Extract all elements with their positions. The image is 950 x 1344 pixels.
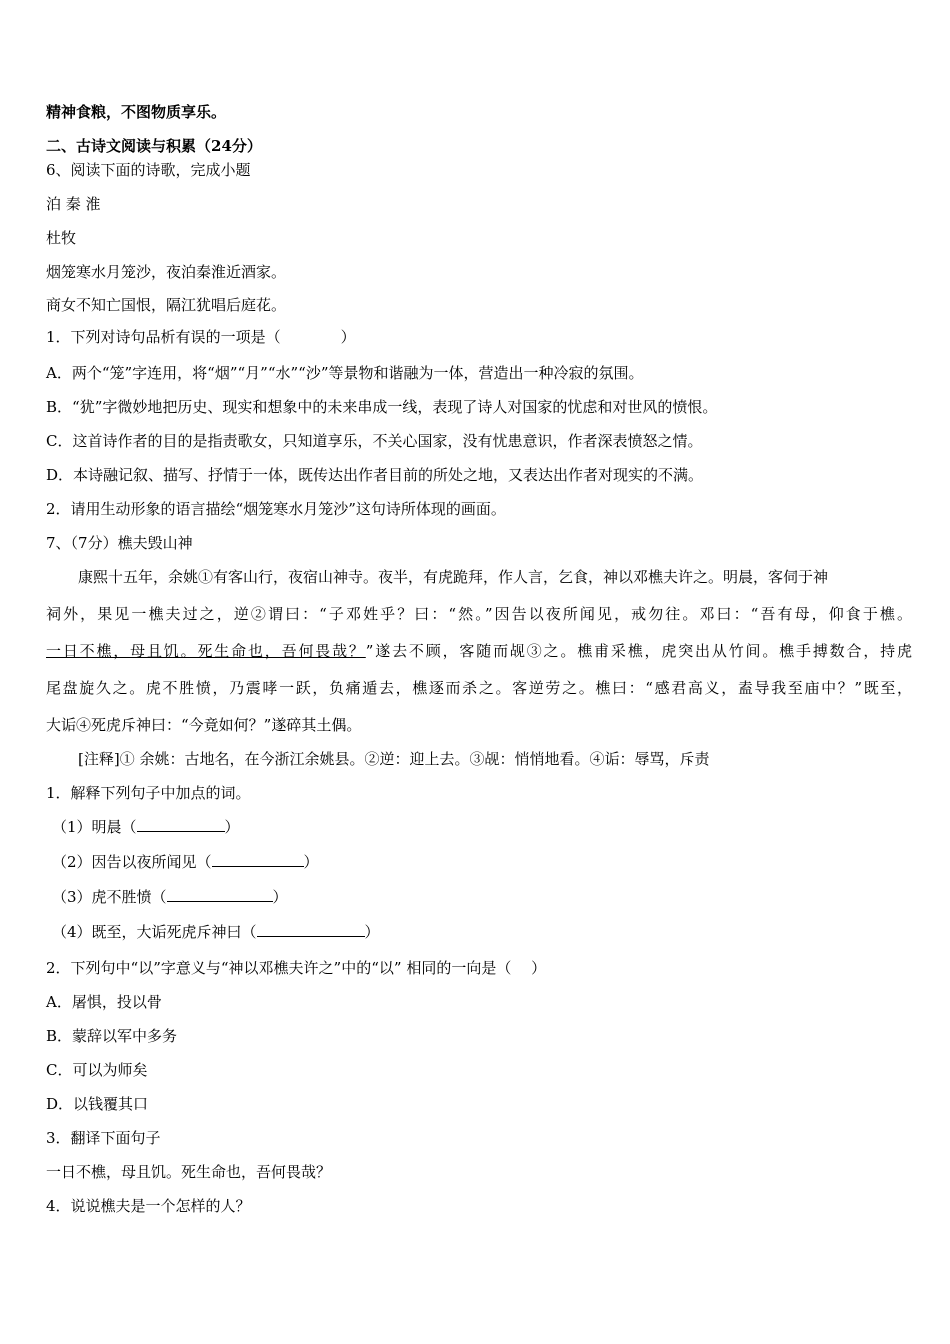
passage-line-4: 尾盘旋久之。虎不胜愤，乃震哮一跃，负痛遁去，樵逐而杀之。客逆劳之。樵曰：“感君高义，盍导我至庙中？”既至， [46, 679, 912, 697]
section-title: 二、古诗文阅读与积累（24分） [46, 137, 262, 155]
q7-sub3: 3．翻译下面句子 [46, 1129, 161, 1147]
q7-item-3: （3）虎不胜愤（ ） [52, 888, 288, 906]
answer-blank[interactable] [257, 922, 365, 937]
q7-item-4: （4）既至，大诟死虎斥神曰（ ） [52, 923, 380, 941]
intro-line: 精神食粮，不图物质享乐。 [46, 103, 227, 121]
passage-line-3 [46, 641, 912, 661]
q6-sub2: 2．请用生动形象的语言描绘“烟笼寒水月笼沙”这句诗所体现的画面。 [46, 500, 506, 518]
poem-title: 泊 秦 淮 [46, 195, 101, 213]
q7-sub2: 2．下列句中“以”字意义与“神以邓樵夫许之”中的“以” 相同的一向是（ ） [46, 959, 547, 977]
q6-sub1-emph: 有误 [175, 328, 206, 346]
answer-blank[interactable] [137, 817, 225, 832]
q6-option-c: C．这首诗作者的目的是指责歌女，只知道享乐，不关心国家，没有忧患意识，作者深表愤怒之情。 [46, 432, 703, 450]
answer-blank[interactable] [167, 887, 273, 902]
q7-sub4: 4．说说樵夫是一个怎样的人？ [46, 1197, 251, 1215]
poem-line-1: 烟笼寒水月笼沙，夜泊秦淮近酒家。 [46, 263, 287, 281]
q7-sub1: 1．解释下列句子中加点的词。 [46, 784, 251, 802]
q7-item-1: （1）明晨（ ） [52, 818, 240, 836]
passage-line-1: 康熙十五年，余姚①有客山行，夜宿山神寺。夜半，有虎跪拜，作人言，乞食，神以邓樵夫许之。明晨，客伺于神 [78, 568, 829, 586]
q7-option-a: A．屠惧，投以骨 [46, 993, 162, 1011]
translate-sentence: 一日不樵，母且饥。死生命也，吾何畏哉？ [46, 1163, 332, 1181]
passage-line-5: 大诟④死虎斥神曰：“今竟如何？”遂碎其土偶。 [46, 716, 362, 734]
q6-option-b: B．“犹”字微妙地把历史、现实和想象中的未来串成一线，表现了诗人对国家的忧虑和对世风的愤恨。 [46, 398, 718, 416]
passage-line-3-rest: ”遂去不顾，客随而觇③之。樵甫采樵，虎突出从竹间。樵手搏数合，持虎 [365, 642, 912, 660]
q7-option-c: C．可以为师矣 [46, 1061, 148, 1079]
poem-author: 杜牧 [46, 229, 77, 247]
q6-option-a: A．两个“笼”字连用，将“烟”“月”“水”“沙”等景物和谐融为一体，营造出一种冷寂的氛围。 [46, 364, 644, 382]
q7-item-2: （2）因告以夜所闻见（ ） [52, 853, 319, 871]
annotation-note: [注释]① 余姚：古地名，在今浙江余姚县。②逆：迎上去。③觇：悄悄地看。④诟：辱骂，斥责 [78, 750, 710, 768]
q6-sub1-prefix: 1．下列对诗句品析 [46, 328, 176, 346]
q7-heading: 7、（7分）樵夫毁山神 [46, 534, 193, 552]
q6-sub1-suffix: 的一项是（ [205, 328, 281, 346]
underlined-sentence: 一日不樵，母且饥。死生命也，吾何畏哉？ [46, 642, 366, 660]
answer-blank[interactable] [212, 852, 304, 867]
passage-line-2: 祠外，果见一樵夫过之，逆②谓曰：“子邓姓乎？曰：“然。”因告以夜所闻见，戒勿往。邓曰：“吾有母，仰食于樵。 [46, 605, 912, 623]
poem-line-2: 商女不知亡国恨，隔江犹唱后庭花。 [46, 296, 287, 314]
q6-sub1 [46, 327, 356, 347]
q7-option-b: B．蒙辞以军中多务 [46, 1027, 178, 1045]
q6-option-d: D．本诗融记叙、描写、抒情于一体，既传达出作者目前的所处之地，又表达出作者对现实的不满。 [46, 466, 704, 484]
q6-prompt: 6、阅读下面的诗歌，完成小题 [46, 161, 251, 179]
q6-sub1-close: ） [340, 328, 356, 346]
q7-option-d: D．以钱覆其口 [46, 1095, 149, 1113]
